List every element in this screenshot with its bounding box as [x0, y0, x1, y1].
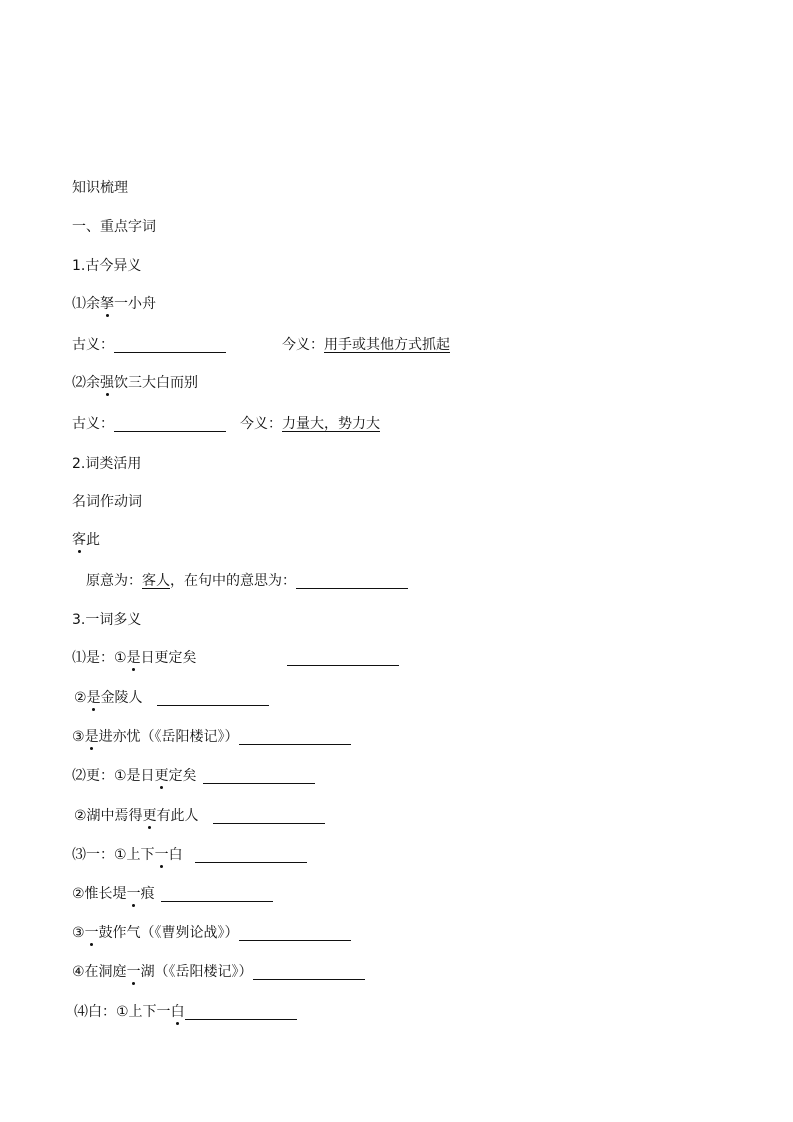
question-2: ⑵余强饮三大白而别: [72, 375, 198, 391]
guest-phrase: 客此: [72, 532, 100, 548]
answer-blank[interactable]: [287, 649, 399, 666]
answer-blank[interactable]: [185, 1003, 297, 1020]
question-1: ⑴余拏一小舟: [72, 296, 156, 312]
answer-blank[interactable]: [161, 885, 273, 902]
polysemy-item-1: ⑴是：①是日更定矣: [72, 648, 399, 668]
dotted-character: 客: [72, 532, 86, 548]
question-2-answer-line: 古义： 今义：力量大，势力大: [72, 416, 380, 432]
answer-blank[interactable]: [157, 689, 269, 706]
answer-blank[interactable]: [239, 728, 351, 745]
page-title: 知识梳理: [72, 180, 128, 196]
answer-blank[interactable]: [253, 963, 365, 980]
polysemy-item-2: ②是金陵人: [74, 688, 269, 708]
polysemy-item-8: ③一鼓作气（《曹刿论战》）: [72, 923, 351, 943]
answer-blank[interactable]: [213, 807, 325, 824]
modern-meaning: 力量大，势力大: [282, 416, 380, 432]
section-heading-key-words: 一、重点字词: [72, 219, 156, 235]
answer-blank[interactable]: [239, 924, 351, 941]
subsection-ancient-modern-meaning: 1.古今异义: [72, 258, 142, 274]
original-meaning-line: 原意为：客人，在句中的意思为：: [86, 571, 408, 591]
polysemy-item-5: ②湖中焉得更有此人: [74, 806, 325, 826]
question-1-answer-line: 古义： 今义：用手或其他方式抓起: [72, 337, 450, 353]
dotted-character: 强: [100, 375, 114, 391]
answer-blank[interactable]: [203, 767, 315, 784]
answer-blank[interactable]: [114, 336, 226, 353]
polysemy-item-4: ⑵更：①是日更定矣: [72, 766, 315, 786]
polysemy-item-6: ⑶一：①上下一白: [72, 845, 307, 865]
dotted-character: 拏: [100, 296, 114, 312]
polysemy-item-9: ④在洞庭一湖（《岳阳楼记》）: [72, 962, 365, 982]
subsection-word-class-shift: 2.词类活用: [72, 456, 142, 472]
polysemy-item-10: ⑷白：①上下一白: [74, 1002, 297, 1022]
answer-blank[interactable]: [195, 846, 307, 863]
answer-blank[interactable]: [296, 572, 408, 589]
polysemy-item-7: ②惟长堤一痕: [72, 884, 273, 904]
subsection-polysemy: 3.一词多义: [72, 612, 142, 628]
noun-as-verb-label: 名词作动词: [72, 494, 142, 510]
polysemy-item-3: ③是进亦忧（《岳阳楼记》）: [72, 727, 351, 747]
modern-meaning: 用手或其他方式抓起: [324, 337, 450, 353]
answer-blank[interactable]: [114, 415, 226, 432]
